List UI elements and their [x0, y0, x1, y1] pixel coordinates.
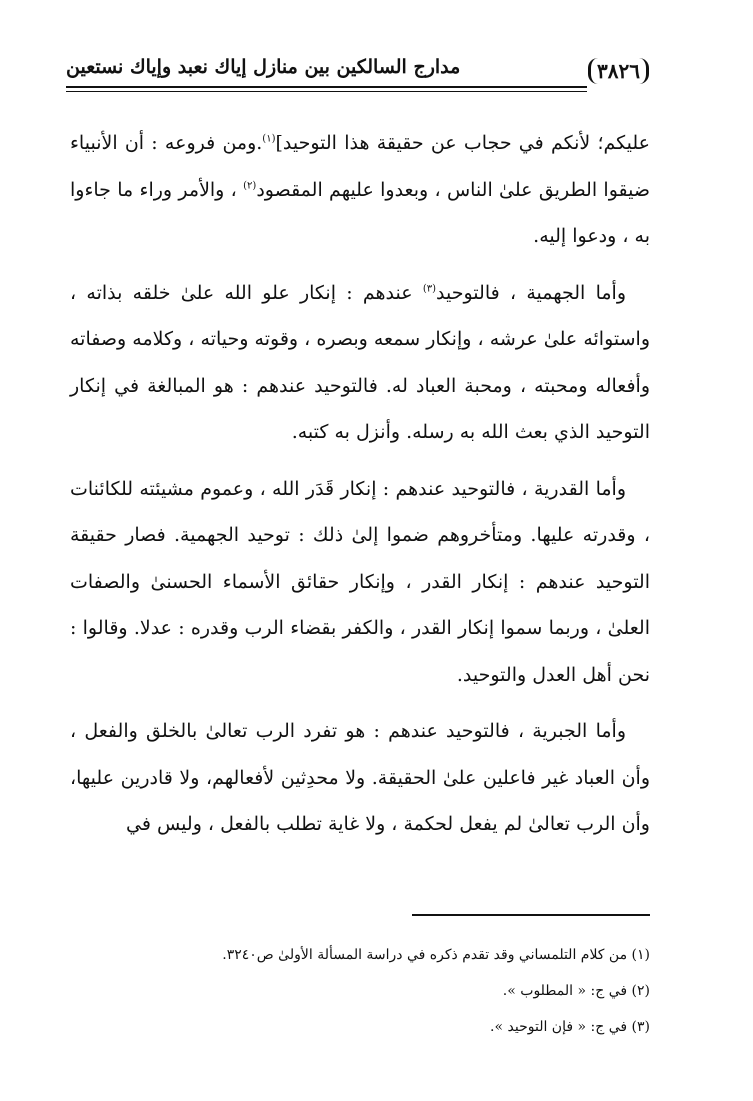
- text-run: .ومن فروعه : أن الأنبياء ضيقوا الطريق علىٰ الناس ، وبعدوا عليهم المقصود: [70, 132, 650, 201]
- footnote-1: (١) من كلام التلمساني وقد تقدم ذكره في دراسة المسألة الأولىٰ ص٣٢٤٠.: [222, 947, 650, 963]
- running-title: مدارج السالكين بين منازل إياك نعبد وإياك نستعين: [66, 56, 461, 78]
- footnote-2: (٢) في ج: « المطلوب ».: [502, 983, 650, 999]
- paragraph-1: [70, 120, 650, 260]
- footnotes: [90, 937, 650, 1045]
- text-run: وأما الجهمية ، فالتوحيد: [436, 281, 626, 304]
- paragraph-2: [70, 270, 650, 456]
- footnote-ref-1: (١): [262, 133, 276, 145]
- header-rule-thin: [66, 91, 587, 92]
- footnote-ref-2: (٢): [243, 180, 257, 192]
- text-run: عندهم : إنكار علو الله علىٰ خلقه بذاته ، واستوائه علىٰ عرشه ، وإنكار سمعه وبصره ، وقوته وحياته ، وكلامه وصفاته وأفعاله ومحبته ، ومحبة العباد له. فالتوحيد عندهم : هو المبالغة في إنكار التوحيد الذي بعث الله به رسله. وأنزل به كتبه.: [70, 281, 650, 443]
- page-header: [66, 52, 649, 98]
- header-rule: [66, 86, 587, 88]
- footnote-ref-3: (٣): [422, 283, 437, 295]
- page-number: ٣٨٢٦: [588, 58, 649, 84]
- paragraph-4: وأما الجبرية ، فالتوحيد عندهم : هو تفرد الرب تعالىٰ بالخلق والفعل ، وأن العباد غير فاعلين علىٰ الحقيقة. ولا محدِثين لأفعالهم، ولا قادرين عليها، وأن الرب تعالىٰ لم يفعل لحكمة ، ولا غاية تطلب بالفعل ، وليس في: [70, 720, 650, 835]
- footnote-separator: [412, 914, 650, 916]
- main-text: [70, 120, 650, 858]
- paragraph-3: وأما القدرية ، فالتوحيد عندهم : إنكار قَدَر الله ، وعموم مشيئته للكائنات ، وقدرته عليها. ومتأخروهم ضموا إلىٰ ذلك : توحيد الجهمية. فصار حقيقة التوحيد عندهم : إنكار القدر ، وإنكار حقائق الأسماء الحسنىٰ والصفات العلىٰ ، وربما سموا إنكار القدر ، والكفر بقضاء الرب وقدره : عدلا. وقالوا : نحن أهل العدل والتوحيد.: [70, 477, 650, 686]
- text-run: ، والأمر وراء ما جاءوا به ، ودعوا إليه.: [70, 178, 650, 247]
- footnote-3: (٣) في ج: « فإن التوحيد ».: [490, 1019, 650, 1035]
- text-run: عليكم؛ لأنكم في حجاب عن حقيقة هذا التوحيد]: [275, 132, 650, 154]
